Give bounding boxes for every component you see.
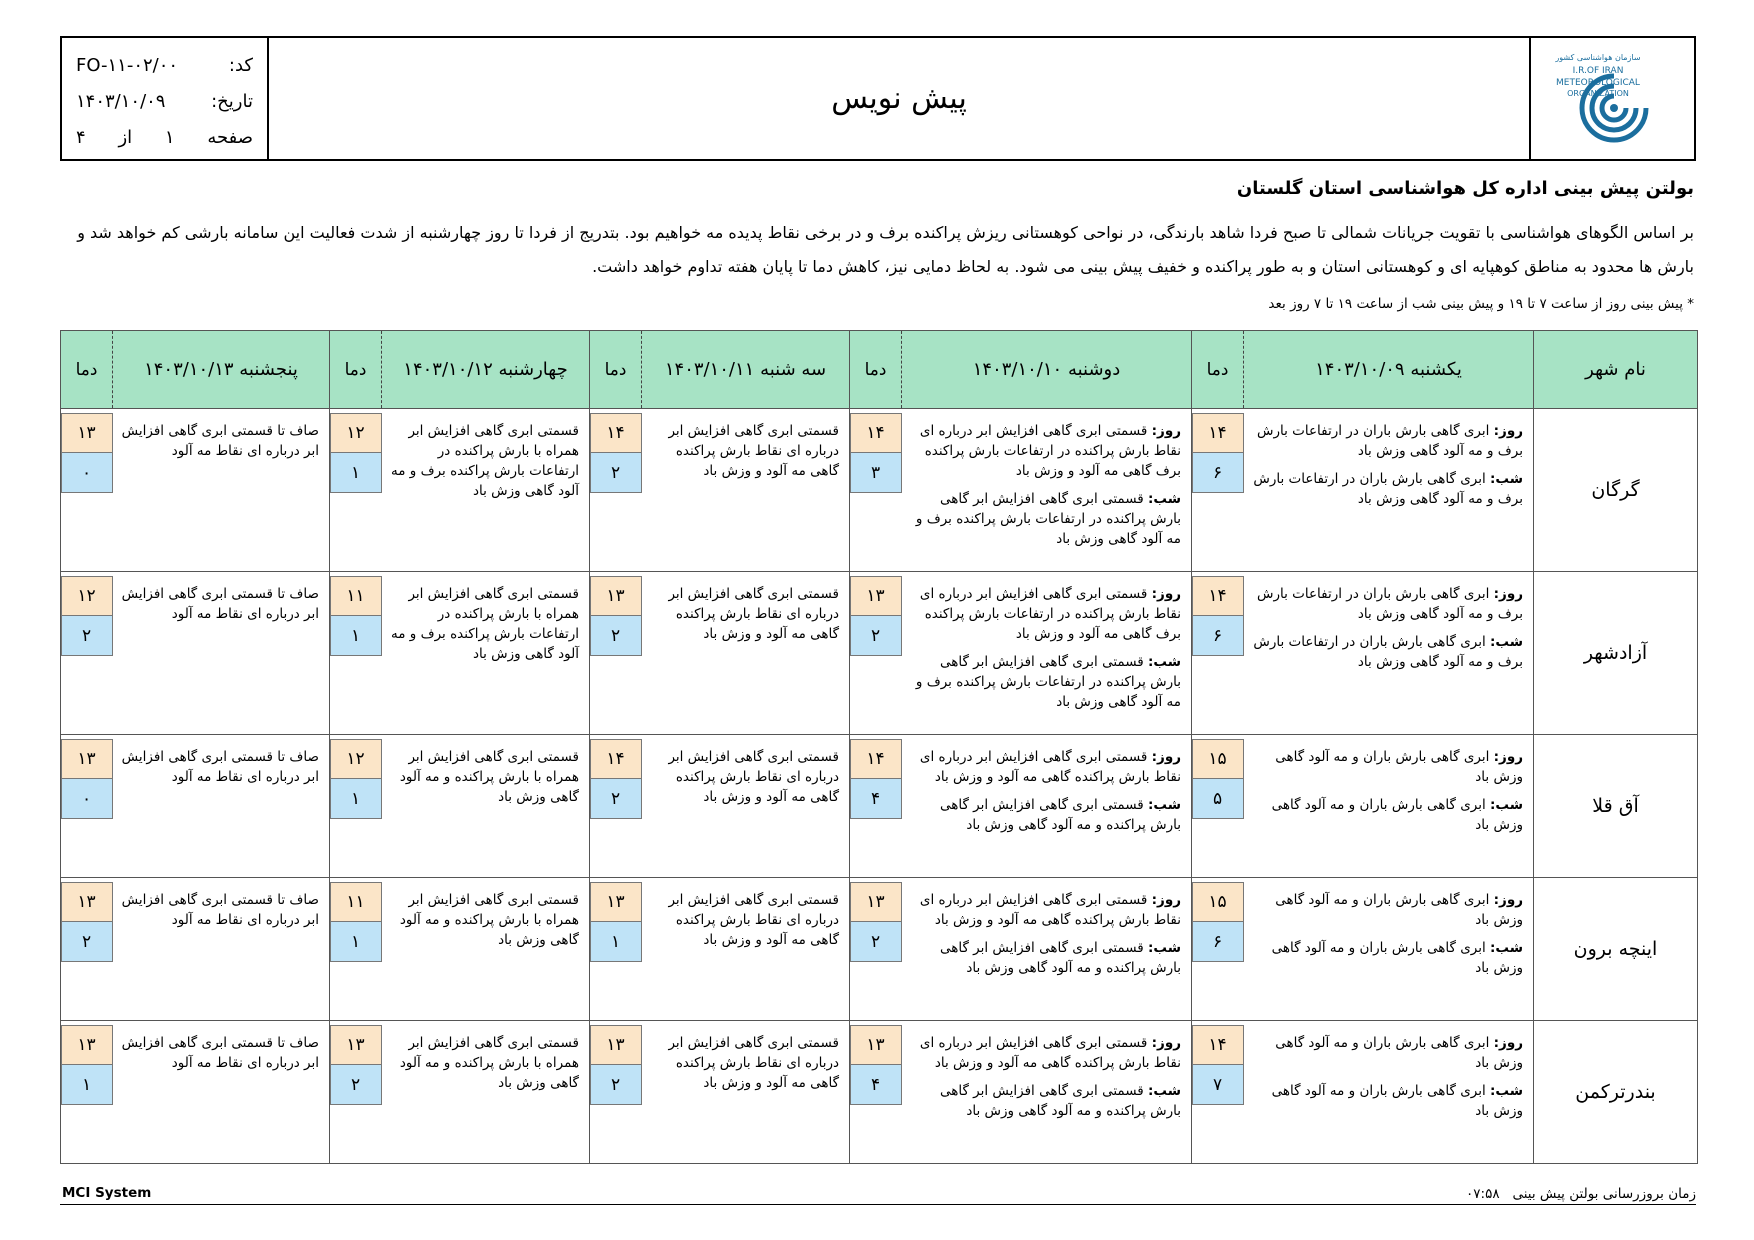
temp-cell xyxy=(590,1021,642,1164)
day-forecast: ابری گاهی بارش باران و مه آلود گاهی وزش باد xyxy=(1275,1035,1523,1071)
day-header-4: چهارشنبه ۱۴۰۳/۱۰/۱۲ xyxy=(382,331,590,409)
max-temp: ۱۴ xyxy=(1192,576,1244,616)
forecast-desc: قسمتی ابری گاهی افزایش ابر همراه با بارش پراکنده در ارتفاعات بارش پراکنده برف و مه آلود گاهی وزش باد xyxy=(382,572,590,735)
date-label: تاریخ: xyxy=(211,91,253,112)
forecast-desc xyxy=(902,1021,1192,1164)
day-forecast: قسمتی ابری گاهی افزایش ابر درباره ای نقاط بارش پراکنده گاهی مه آلود و وزش باد xyxy=(919,749,1181,785)
day-label: روز: xyxy=(1151,1035,1181,1051)
max-temp: ۱۳ xyxy=(590,1025,642,1065)
min-temp: ۲ xyxy=(61,616,113,656)
day-header-1: یکشنبه ۱۴۰۳/۱۰/۰۹ xyxy=(1244,331,1534,409)
day-label: روز: xyxy=(1151,892,1181,908)
min-temp: ۰ xyxy=(61,453,113,493)
max-temp: ۱۱ xyxy=(330,576,382,616)
page-label: صفحه xyxy=(207,127,253,148)
table-row xyxy=(61,735,1698,878)
night-forecast: ابری گاهی بارش باران و مه آلود گاهی وزش باد xyxy=(1271,940,1523,976)
update-info xyxy=(1466,1186,1696,1202)
forecast-desc: صاف تا قسمتی ابری گاهی افزایش ابر درباره ای نقاط مه آلود xyxy=(113,1021,330,1164)
forecast-desc: قسمتی ابری گاهی افزایش ابر درباره ای نقاط بارش پراکنده گاهی مه آلود و وزش باد xyxy=(642,878,850,1021)
night-label: شب: xyxy=(1490,940,1523,956)
date-row xyxy=(76,84,253,120)
temp-cell xyxy=(61,735,113,878)
day-header-5: پنجشنبه ۱۴۰۳/۱۰/۱۳ xyxy=(113,331,330,409)
night-label: شب: xyxy=(1490,1083,1523,1099)
city-name: بندرترکمن xyxy=(1534,1021,1698,1164)
min-temp: ۲ xyxy=(590,1065,642,1105)
temp-cell xyxy=(590,735,642,878)
day-forecast: قسمتی ابری گاهی افزایش ابر درباره ای نقاط بارش پراکنده در ارتفاعات بارش پراکنده برف گاهی مه آلود و وزش باد xyxy=(919,586,1181,642)
night-forecast: ابری گاهی بارش باران و مه آلود گاهی وزش باد xyxy=(1271,797,1523,833)
document-header xyxy=(60,36,1696,161)
night-forecast: ابری گاهی بارش باران و مه آلود گاهی وزش باد xyxy=(1271,1083,1523,1119)
temp-cell xyxy=(1192,572,1244,735)
page-row xyxy=(76,120,253,156)
meteorological-logo-icon xyxy=(1538,44,1688,154)
temp-cell xyxy=(590,878,642,1021)
forecast-desc xyxy=(902,735,1192,878)
temp-cell xyxy=(1192,409,1244,572)
min-temp: ۱ xyxy=(61,1065,113,1105)
bulletin-title: بولتن پیش بینی اداره کل هواشناسی استان گلستان xyxy=(1236,178,1694,199)
temp-header-5: دما xyxy=(61,331,113,409)
table-row xyxy=(61,878,1698,1021)
temp-header-3: دما xyxy=(590,331,642,409)
forecast-desc: قسمتی ابری گاهی افزایش ابر همراه با بارش پراکنده و مه آلود گاهی وزش باد xyxy=(382,735,590,878)
min-temp: ۱ xyxy=(590,922,642,962)
forecast-desc: قسمتی ابری گاهی افزایش ابر درباره ای نقاط بارش پراکنده گاهی مه آلود و وزش باد xyxy=(642,572,850,735)
table-row xyxy=(61,1021,1698,1164)
temp-cell xyxy=(590,572,642,735)
forecast-desc: صاف تا قسمتی ابری گاهی افزایش ابر درباره ای نقاط مه آلود xyxy=(113,572,330,735)
min-temp: ۴ xyxy=(850,779,902,819)
forecast-desc: صاف تا قسمتی ابری گاهی افزایش ابر درباره ای نقاط مه آلود xyxy=(113,878,330,1021)
max-temp: ۱۴ xyxy=(1192,413,1244,453)
forecast-desc xyxy=(1244,735,1534,878)
day-label: روز: xyxy=(1151,586,1181,602)
temp-cell xyxy=(590,409,642,572)
night-label: شب: xyxy=(1148,940,1181,956)
min-temp: ۰ xyxy=(61,779,113,819)
night-label: شب: xyxy=(1490,634,1523,650)
update-label: زمان بروزرسانی بولتن پیش بینی xyxy=(1512,1186,1696,1202)
code-label: کد: xyxy=(228,55,253,76)
temp-cell xyxy=(330,735,382,878)
logo-text-en2: METEOROLOGICAL xyxy=(1555,77,1640,88)
temp-cell xyxy=(61,572,113,735)
min-temp: ۲ xyxy=(590,616,642,656)
forecast-desc: قسمتی ابری گاهی افزایش ابر همراه با بارش پراکنده در ارتفاعات بارش پراکنده برف و مه آلود گاهی وزش باد xyxy=(382,409,590,572)
logo-text-en3: ORGANIZATION xyxy=(1566,88,1629,98)
min-temp: ۶ xyxy=(1192,922,1244,962)
min-temp: ۶ xyxy=(1192,616,1244,656)
forecast-desc xyxy=(1244,878,1534,1021)
min-temp: ۲ xyxy=(330,1065,382,1105)
max-temp: ۱۲ xyxy=(61,576,113,616)
day-label: روز: xyxy=(1493,423,1523,439)
temp-header-2: دما xyxy=(850,331,902,409)
max-temp: ۱۲ xyxy=(330,739,382,779)
temp-cell xyxy=(850,572,902,735)
day-label: روز: xyxy=(1151,423,1181,439)
day-label: روز: xyxy=(1151,749,1181,765)
temp-cell xyxy=(1192,1021,1244,1164)
max-temp: ۱۲ xyxy=(330,413,382,453)
day-label: روز: xyxy=(1493,1035,1523,1051)
day-forecast: ابری گاهی بارش باران در ارتفاعات بارش برف و مه آلود گاهی وزش باد xyxy=(1257,423,1523,459)
night-label: شب: xyxy=(1148,654,1181,670)
temp-cell xyxy=(330,409,382,572)
max-temp: ۱۳ xyxy=(590,576,642,616)
table-row xyxy=(61,409,1698,572)
day-forecast: ابری گاهی بارش باران و مه آلود گاهی وزش باد xyxy=(1275,892,1523,928)
min-temp: ۴ xyxy=(850,1065,902,1105)
max-temp: ۱۳ xyxy=(61,1025,113,1065)
min-temp: ۲ xyxy=(590,453,642,493)
temp-cell xyxy=(1192,735,1244,878)
min-temp: ۲ xyxy=(61,922,113,962)
page-num: ۱ xyxy=(164,127,175,148)
code-value: FO-۱۱-۰۲/۰۰ xyxy=(76,55,179,76)
max-temp: ۱۴ xyxy=(850,739,902,779)
max-temp: ۱۳ xyxy=(61,882,113,922)
system-name: MCI System xyxy=(62,1185,152,1201)
night-label: شب: xyxy=(1490,471,1523,487)
min-temp: ۲ xyxy=(850,616,902,656)
forecast-desc: صاف تا قسمتی ابری گاهی افزایش ابر درباره ای نقاط مه آلود xyxy=(113,735,330,878)
min-temp: ۷ xyxy=(1192,1065,1244,1105)
day-header-2: دوشنبه ۱۴۰۳/۱۰/۱۰ xyxy=(902,331,1192,409)
min-temp: ۲ xyxy=(850,922,902,962)
forecast-desc: قسمتی ابری گاهی افزایش ابر همراه با بارش پراکنده و مه آلود گاهی وزش باد xyxy=(382,1021,590,1164)
page-of: از xyxy=(118,127,133,148)
min-temp: ۵ xyxy=(1192,779,1244,819)
night-label: شب: xyxy=(1490,797,1523,813)
max-temp: ۱۳ xyxy=(61,739,113,779)
forecast-time-note: * پیش بینی روز از ساعت ۷ تا ۱۹ و پیش بینی شب از ساعت ۱۹ تا ۷ روز بعد xyxy=(1268,296,1694,312)
city-name: اینچه برون xyxy=(1534,878,1698,1021)
city-name: آزادشهر xyxy=(1534,572,1698,735)
max-temp: ۱۱ xyxy=(330,882,382,922)
night-label: شب: xyxy=(1148,797,1181,813)
forecast-desc xyxy=(902,572,1192,735)
temp-header-1: دما xyxy=(1192,331,1244,409)
day-label: روز: xyxy=(1493,892,1523,908)
max-temp: ۱۴ xyxy=(1192,1025,1244,1065)
day-label: روز: xyxy=(1493,586,1523,602)
night-label: شب: xyxy=(1148,491,1181,507)
temp-cell xyxy=(850,878,902,1021)
forecast-desc xyxy=(902,409,1192,572)
day-forecast: قسمتی ابری گاهی افزایش ابر درباره ای نقاط بارش پراکنده گاهی مه آلود و وزش باد xyxy=(919,1035,1181,1071)
night-forecast: ابری گاهی بارش باران در ارتفاعات بارش برف و مه آلود گاهی وزش باد xyxy=(1253,634,1523,670)
night-label: شب: xyxy=(1148,1083,1181,1099)
forecast-desc xyxy=(1244,1021,1534,1164)
min-temp: ۱ xyxy=(330,779,382,819)
max-temp: ۱۳ xyxy=(330,1025,382,1065)
logo-text-fa: سازمان هواشناسی کشور xyxy=(1554,52,1641,62)
day-forecast: ابری گاهی بارش باران و مه آلود گاهی وزش باد xyxy=(1275,749,1523,785)
temp-cell xyxy=(61,1021,113,1164)
max-temp: ۱۴ xyxy=(850,413,902,453)
min-temp: ۲ xyxy=(590,779,642,819)
night-forecast: قسمتی ابری گاهی افزایش ابر گاهی بارش پراکنده و مه آلود گاهی وزش باد xyxy=(939,797,1181,833)
day-label: روز: xyxy=(1493,749,1523,765)
max-temp: ۱۳ xyxy=(850,1025,902,1065)
temp-cell xyxy=(330,572,382,735)
city-name: آق قلا xyxy=(1534,735,1698,878)
max-temp: ۱۴ xyxy=(590,739,642,779)
temp-header-4: دما xyxy=(330,331,382,409)
temp-cell xyxy=(850,409,902,572)
footer-divider xyxy=(60,1204,1696,1205)
day-header-3: سه شنبه ۱۴۰۳/۱۰/۱۱ xyxy=(642,331,850,409)
max-temp: ۱۳ xyxy=(61,413,113,453)
page-title: پیش نویس xyxy=(831,81,967,116)
logo-text-en1: I.R.OF IRAN xyxy=(1572,65,1623,76)
forecast-desc: قسمتی ابری گاهی افزایش ابر درباره ای نقاط بارش پراکنده گاهی مه آلود و وزش باد xyxy=(642,735,850,878)
date-value: ۱۴۰۳/۱۰/۰۹ xyxy=(76,91,166,112)
table-row xyxy=(61,572,1698,735)
temp-cell xyxy=(1192,878,1244,1021)
night-forecast: قسمتی ابری گاهی افزایش ابر گاهی بارش پراکنده و مه آلود گاهی وزش باد xyxy=(939,940,1181,976)
temp-cell xyxy=(330,878,382,1021)
max-temp: ۱۳ xyxy=(850,882,902,922)
forecast-desc: قسمتی ابری گاهی افزایش ابر همراه با بارش پراکنده و مه آلود گاهی وزش باد xyxy=(382,878,590,1021)
organization-logo xyxy=(1529,38,1694,159)
table-header-row xyxy=(61,331,1698,409)
max-temp: ۱۳ xyxy=(850,576,902,616)
day-forecast: ابری گاهی بارش باران در ارتفاعات بارش برف و مه آلود گاهی وزش باد xyxy=(1257,586,1523,622)
forecast-desc: قسمتی ابری گاهی افزایش ابر درباره ای نقاط بارش پراکنده گاهی مه آلود و وزش باد xyxy=(642,1021,850,1164)
update-time: ۰۷:۵۸ xyxy=(1466,1186,1500,1202)
forecast-desc xyxy=(1244,409,1534,572)
night-forecast: ابری گاهی بارش باران در ارتفاعات بارش برف و مه آلود گاهی وزش باد xyxy=(1253,471,1523,507)
min-temp: ۱ xyxy=(330,453,382,493)
night-forecast: قسمتی ابری گاهی افزایش ابر گاهی بارش پراکنده در ارتفاعات بارش پراکنده برف و مه آلود گاهی وزش باد xyxy=(915,491,1181,547)
min-temp: ۱ xyxy=(330,922,382,962)
city-header: نام شهر xyxy=(1534,331,1698,409)
day-forecast: قسمتی ابری گاهی افزایش ابر درباره ای نقاط بارش پراکنده در ارتفاعات بارش پراکنده برف گاهی مه آلود و وزش باد xyxy=(919,423,1181,479)
max-temp: ۱۵ xyxy=(1192,739,1244,779)
day-forecast: قسمتی ابری گاهی افزایش ابر درباره ای نقاط بارش پراکنده گاهی مه آلود و وزش باد xyxy=(919,892,1181,928)
temp-cell xyxy=(61,878,113,1021)
forecast-table xyxy=(60,330,1698,1164)
forecast-desc: قسمتی ابری گاهی افزایش ابر درباره ای نقاط بارش پراکنده گاهی مه آلود و وزش باد xyxy=(642,409,850,572)
temp-cell xyxy=(850,1021,902,1164)
max-temp: ۱۳ xyxy=(590,882,642,922)
forecast-desc xyxy=(1244,572,1534,735)
min-temp: ۳ xyxy=(850,453,902,493)
min-temp: ۱ xyxy=(330,616,382,656)
temp-cell xyxy=(61,409,113,572)
temp-cell xyxy=(330,1021,382,1164)
max-temp: ۱۵ xyxy=(1192,882,1244,922)
night-forecast: قسمتی ابری گاهی افزایش ابر گاهی بارش پراکنده و مه آلود گاهی وزش باد xyxy=(939,1083,1181,1119)
temp-cell xyxy=(850,735,902,878)
max-temp: ۱۴ xyxy=(590,413,642,453)
bulletin-text: بر اساس الگوهای هواشناسی با تقویت جریانات شمالی تا صبح فردا شاهد بارندگی، در نواحی کوهستانی ریزش پراکنده برف و در برخی نقاط پدیده مه خواهیم بود. بتدریج از فردا تا روز چهارشنبه از شدت فعالیت این سامانه بارشی کم خواهد شد و بارش ها محدود به مناطق کوهپایه ای و کوهستانی استان و به طور پراکنده و خفیف پیش بینی می شود. به لحاظ دمایی نیز، کاهش دما تا پایان هفته تداوم خواهد داشت. xyxy=(77,223,1694,276)
document-meta xyxy=(62,38,269,159)
min-temp: ۶ xyxy=(1192,453,1244,493)
night-forecast: قسمتی ابری گاهی افزایش ابر گاهی بارش پراکنده در ارتفاعات بارش پراکنده برف و مه آلود گاهی وزش باد xyxy=(915,654,1181,710)
city-name: گرگان xyxy=(1534,409,1698,572)
forecast-desc xyxy=(902,878,1192,1021)
forecast-desc: صاف تا قسمتی ابری گاهی افزایش ابر درباره ای نقاط مه آلود xyxy=(113,409,330,572)
code-row xyxy=(76,48,253,84)
page-total: ۴ xyxy=(76,127,86,148)
